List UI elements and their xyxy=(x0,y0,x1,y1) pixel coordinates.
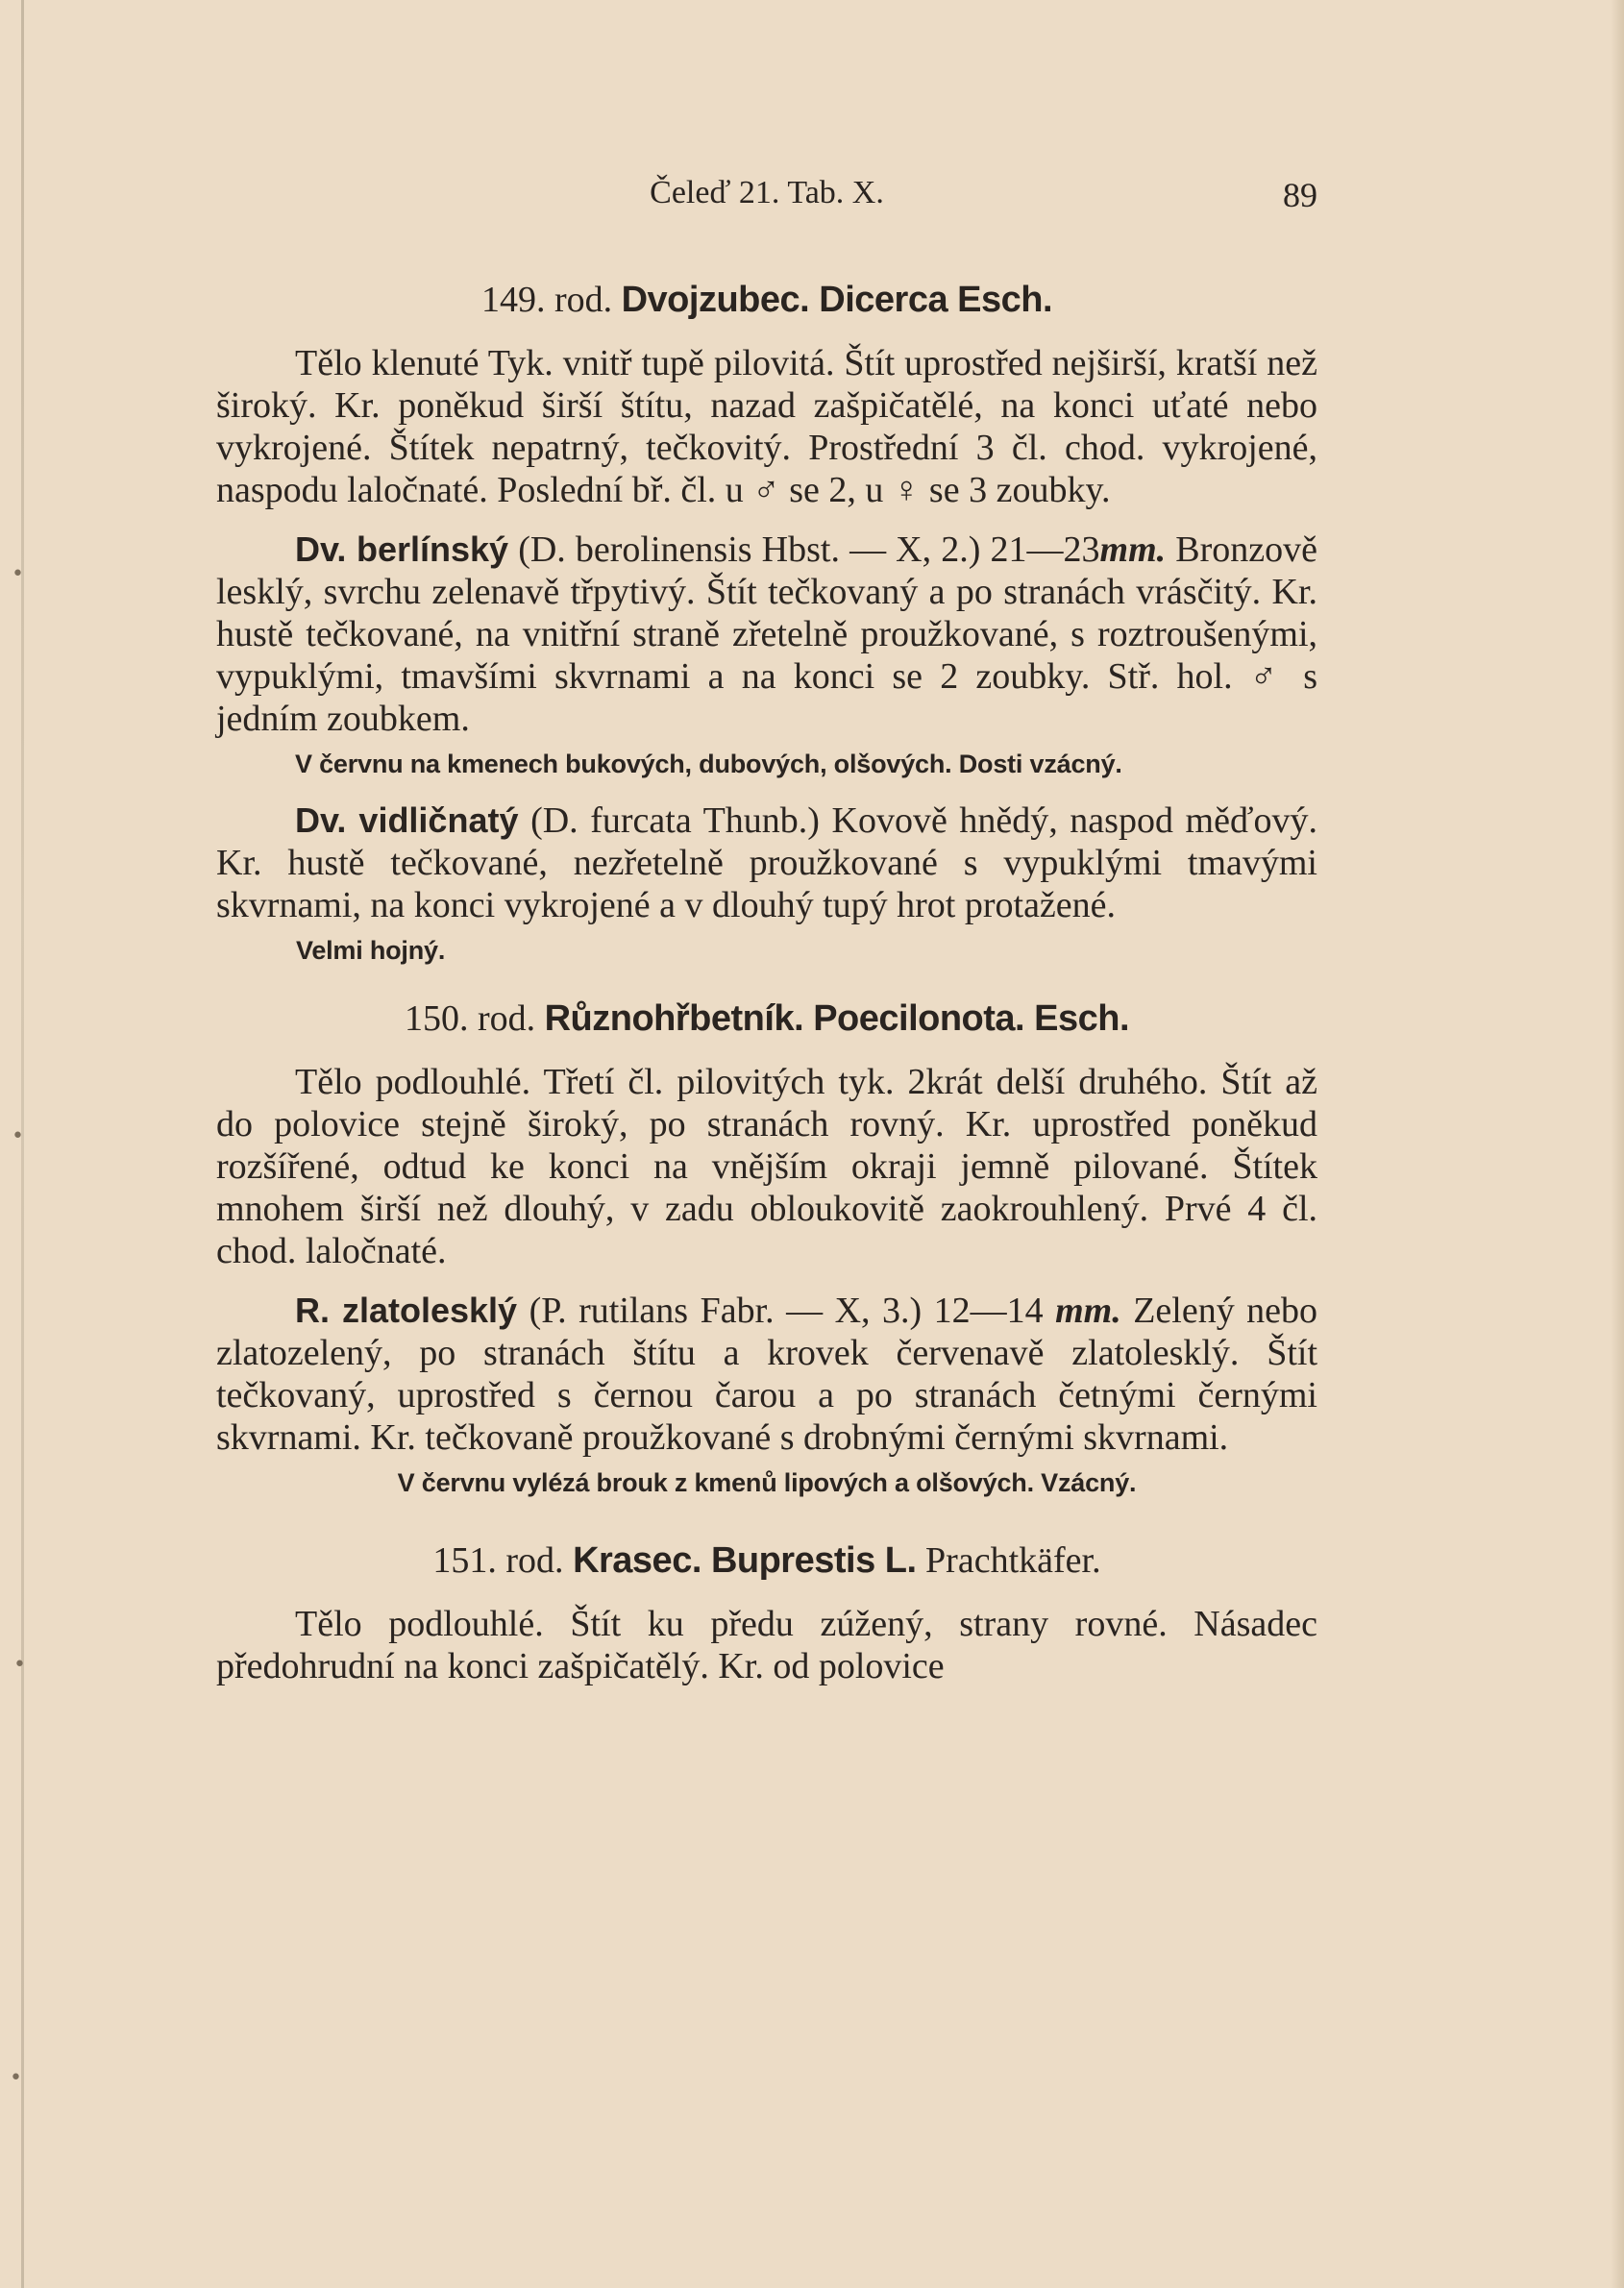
genus-heading-151 xyxy=(216,1539,1317,1582)
species-note: V červnu na kmenech bukových, dubových, olšových. Dosti vzácný. xyxy=(295,750,1122,778)
species-entry-berlinsky xyxy=(216,529,1317,740)
species-entry-zlatolesky xyxy=(216,1290,1317,1459)
genus-heading-149 xyxy=(216,279,1317,321)
species-name: Dv. berlínský xyxy=(295,529,509,569)
margin-mark: • xyxy=(12,1124,24,1148)
species-name: R. zlatolesklý xyxy=(295,1291,518,1330)
genus-description: Tělo klenuté Tyk. vnitř tupě pilovitá. Štít uprostřed nejširší, kratší než široký. Kr. poněkud širší štítu, nazad zašpičatělé, na konci uťaté nebo vykrojené. Štítek nepatrný, tečkovitý. Prostřední 3 čl. chod. vykrojené, naspodu laločnaté. Poslední bř. čl. u ♂ se 2, u ♀ se 3 zoubky. xyxy=(216,343,1317,510)
species-entry-vidlicnaty xyxy=(216,800,1317,926)
page-header xyxy=(216,175,1317,223)
species-reference: (D. berolinensis Hbst. — X, 2.) 21—23 xyxy=(518,529,1100,570)
species-description: Bronzově lesklý, svrchu zelenavě třpytivý. Štít tečkovaný a po stranách vrásčitý. Kr. hustě tečkované, na vnitřní straně zřetelně proužkované, s roztroušenými, vypuklými, tmavšími skvrnami a na konci se 2 zoubky. Stř. hol. ♂ s jedním zoubkem. xyxy=(216,529,1318,739)
species-reference: (P. rutilans Fabr. — X, 3.) 12—14 xyxy=(529,1291,1044,1331)
margin-mark: • xyxy=(10,2066,22,2090)
genus-heading-150 xyxy=(216,997,1317,1040)
genus-description: Tělo podlouhlé. Štít ku předu zúžený, strany rovné. Násadec předohrudní na konci zašpičatělý. Kr. od polovice xyxy=(216,1604,1317,1686)
species-description: (D. furcata Thunb.) Kovově hnědý, naspod měďový. Kr. hustě tečkované, nezřetelně proužkované s vypuklými tmavými skvrnami, na konci vykrojené a v dlouhý tupý hrot protažené. xyxy=(216,800,1318,925)
margin-mark: • xyxy=(13,1653,26,1677)
species-name: Dv. vidličnatý xyxy=(295,800,519,840)
page-right-edge xyxy=(1611,0,1624,2288)
genus-name: Různohřbetník. Poecilonota. Esch. xyxy=(544,998,1130,1039)
measure-unit: mm. xyxy=(1099,529,1167,570)
genus-number: 149. rod. xyxy=(480,280,613,320)
measure-unit: mm. xyxy=(1055,1291,1121,1331)
genus-number: 150. rod. xyxy=(404,998,536,1039)
species-note: V červnu vylézá brouk z kmenů lipových a olšových. Vzácný. xyxy=(397,1468,1137,1497)
genus-german-name: Prachtkäfer. xyxy=(925,1540,1101,1581)
genus-number: 151. rod. xyxy=(432,1540,564,1581)
margin-mark: • xyxy=(12,562,24,586)
running-title: Čeleď 21. Tab. X. xyxy=(650,175,884,210)
species-description: Zelený nebo zlatozelený, po stranách štítu a krovek červenavě zlatolesklý. Štít tečkovaný, uprostřed s černou čarou a po stranách četnými černými skvrnami. Kr. tečkovaně proužkované s drobnými černými skvrnami. xyxy=(216,1291,1318,1458)
page-number: 89 xyxy=(1283,176,1317,214)
genus-name: Dvojzubec. Dicerca Esch. xyxy=(621,280,1053,320)
genus-name: Krasec. Buprestis L. xyxy=(573,1540,917,1581)
species-note: Velmi hojný. xyxy=(296,936,446,965)
genus-description: Tělo podlouhlé. Třetí čl. pilovitých tyk. 2krát delší druhého. Štít až do polovice stejně široký, po stranách rovný. Kr. uprostřed poněkud rozšířené, odtud ke konci na vnějším okraji jemně pilované. Štítek mnohem širší než dlouhý, v zadu obloukovitě zaokrouhlený. Prvé 4 čl. chod. laločnaté. xyxy=(216,1062,1317,1271)
page-body xyxy=(216,279,1317,1687)
